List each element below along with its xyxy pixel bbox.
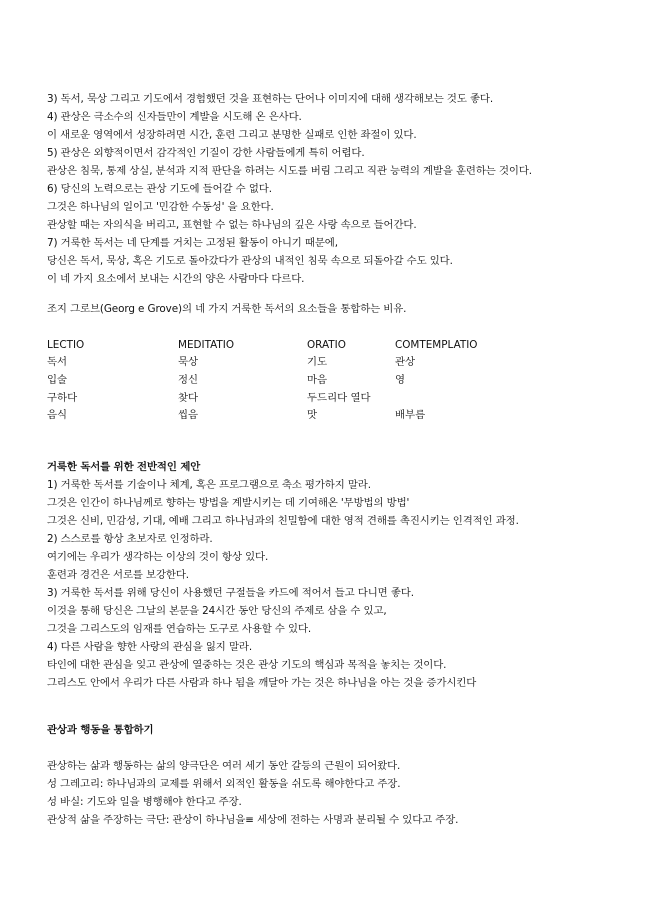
- table-cell: 관상: [395, 356, 416, 368]
- text-line: 관상은 침묵, 통제 상실, 분석과 지적 판단을 하려는 시도를 버림 그리고 직관 능력의 계발을 훈련하는 것이다.: [47, 165, 532, 177]
- text-line: 7) 거룩한 독서는 네 단계를 거치는 고정된 활동이 아니기 때문에,: [47, 237, 338, 249]
- text-line: 훈련과 경건은 서로를 보강한다.: [47, 569, 189, 581]
- text-line: 그것은 신비, 민감성, 기대, 예배 그리고 하나님과의 친밀함에 대한 영적 견해를 촉진시키는 인격적인 과정.: [47, 515, 519, 527]
- text-line: 6) 당신의 노력으로는 관상 기도에 들어갈 수 없다.: [47, 183, 272, 195]
- text-line: 5) 관상은 외향적이면서 감각적인 기질이 강한 사람들에게 특히 어렵다.: [47, 147, 365, 159]
- table-cell: 맛: [307, 409, 318, 421]
- text-line: 이 새로운 영역에서 성장하려면 시간, 훈련 그리고 분명한 실패로 인한 좌절이 있다.: [47, 129, 417, 141]
- table-cell: 찾다: [178, 392, 199, 404]
- text-line: 성 그레고리: 하나님과의 교제를 위해서 외적인 활동을 쉬도록 해야한다고 주장.: [47, 778, 401, 790]
- text-line: 3) 독서, 묵상 그리고 기도에서 경험했던 것을 표현하는 단어나 이미지에 대해 생각해보는 것도 좋다.: [47, 93, 494, 105]
- text-line: 1) 거룩한 독서를 기술이나 체계, 혹은 프로그램으로 축소 평가하지 말라.: [47, 479, 371, 491]
- text-line: 타인에 대한 관심을 잊고 관상에 열중하는 것은 관상 기도의 핵심과 목적을 놓치는 것이다.: [47, 659, 447, 671]
- text-line: 관상하는 삶과 행동하는 삶의 양극단은 여러 세기 동안 갈등의 근원이 되어왔다.: [47, 760, 401, 772]
- text-line: 그것은 하나님의 일이고 '민감한 수동성' 을 요한다.: [47, 201, 274, 213]
- text-line: 그것은 인간이 하나님께로 향하는 방법을 계발시키는 데 기여해온 '무방법의 방법': [47, 497, 410, 509]
- table-cell: 두드리다 열다: [307, 392, 371, 404]
- text-line: 그것을 그리스도의 임재를 연습하는 도구로 사용할 수 있다.: [47, 623, 312, 635]
- text-line: 2) 스스로를 항상 초보자로 인정하라.: [47, 533, 213, 545]
- table-cell: 구하다: [47, 392, 78, 404]
- table-cell: 독서: [47, 356, 68, 368]
- section-heading: 관상과 행동을 통합하기: [47, 724, 154, 736]
- table-cell: 음식: [47, 409, 68, 421]
- text-line: 관상적 삶을 주장하는 극단: 관상이 하나님을≡ 세상에 전하는 사명과 분리될 수 있다고 주장.: [47, 814, 459, 826]
- text-line: 여기에는 우리가 생각하는 이상의 것이 항상 있다.: [47, 551, 269, 563]
- table-cell: 배부름: [395, 409, 426, 421]
- table-cell: 영: [395, 374, 406, 386]
- table-cell: 마음: [307, 374, 328, 386]
- text-line: 4) 관상은 극소수의 신자들만이 계발을 시도해 온 은사다.: [47, 111, 302, 123]
- table-header: MEDITATIO: [178, 339, 235, 351]
- text-line: 이 네 가지 요소에서 보내는 시간의 양은 사람마다 다르다.: [47, 273, 305, 285]
- table-cell: 묵상: [178, 356, 199, 368]
- table-cell: 씹음: [178, 409, 199, 421]
- analogy-intro: 조지 그로브(Georg e Grove)의 네 가지 거룩한 독서의 요소들을 통합하는 비유.: [47, 303, 407, 315]
- text-line: 이것을 통해 당신은 그날의 본문을 24시간 동안 당신의 주제로 삼을 수 있고,: [47, 605, 387, 617]
- table-cell: 정신: [178, 374, 199, 386]
- table-cell: 기도: [307, 356, 328, 368]
- table-cell: 입술: [47, 374, 68, 386]
- table-header: ORATIO: [307, 339, 346, 351]
- text-line: 4) 다른 사람을 향한 사랑의 관심을 잃지 말라.: [47, 641, 253, 653]
- table-header: COMTEMPLATIO: [395, 339, 478, 351]
- text-line: 성 바실: 기도와 일을 병행해야 한다고 주장.: [47, 796, 242, 808]
- text-line: 당신은 독서, 묵상, 혹은 기도로 돌아갔다가 관상의 내적인 침묵 속으로 되돌아갈 수도 있다.: [47, 255, 453, 267]
- table-header: LECTIO: [47, 339, 85, 351]
- text-line: 관상할 때는 자의식을 버리고, 표현할 수 없는 하나님의 깊은 사랑 속으로 들어간다.: [47, 219, 417, 231]
- text-line: 그리스도 안에서 우리가 다른 사람과 하나 됨을 깨달아 가는 것은 하나님을 아는 것을 증가시킨다: [47, 677, 477, 689]
- section-heading: 거룩한 독서를 위한 전반적인 제안: [47, 461, 201, 473]
- text-line: 3) 거룩한 독서를 위해 당신이 사용했던 구절들을 카드에 적어서 들고 다니면 좋다.: [47, 587, 414, 599]
